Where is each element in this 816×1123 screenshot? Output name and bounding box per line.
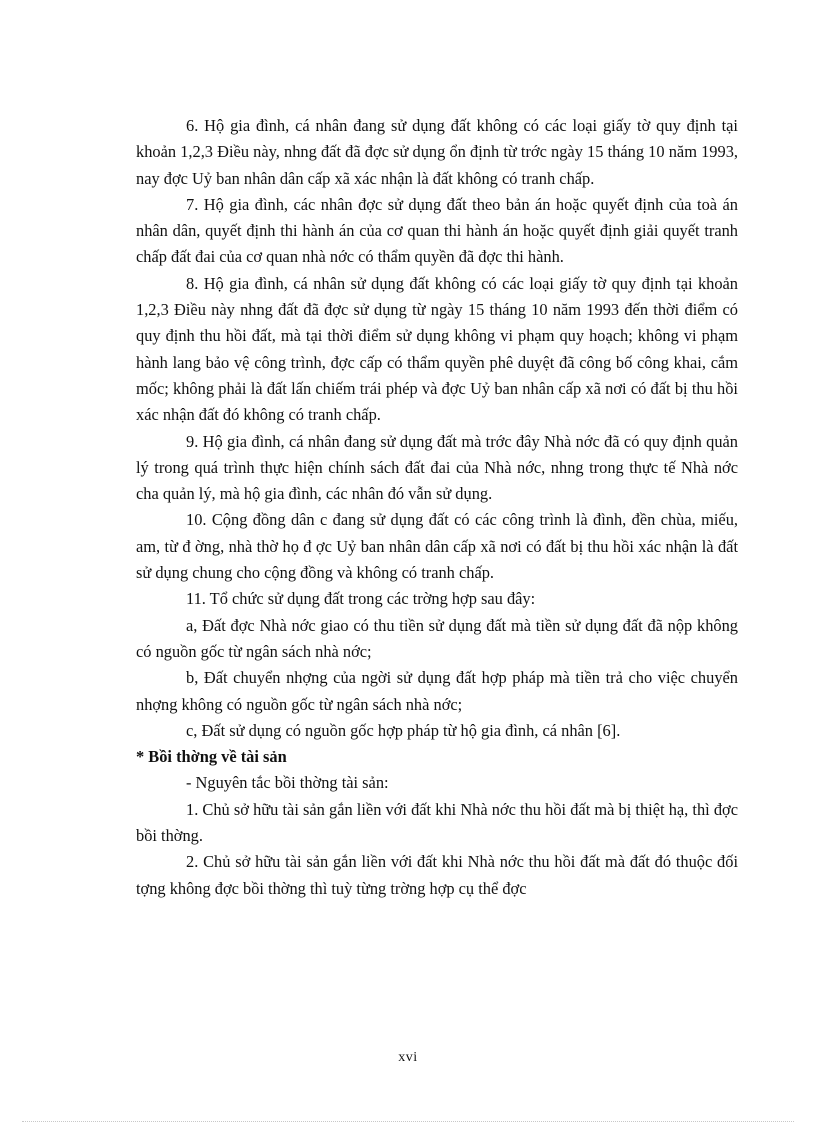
paragraph-principles: - Nguyên tắc bồi thờng tài sản:	[186, 773, 389, 793]
paragraph-principle-1: 1. Chủ sở hữu tài sản gắn liền với đất khi Nhà nớc thu hồi đất mà bị thiệt hạ, thì đợc bồi thờng.	[136, 799, 738, 846]
paragraph-9: 9. Hộ gia đình, cá nhân đang sử dụng đất mà trớc đây Nhà nớc đã có quy định quản lý trong quá trình thực hiện chính sách đất đai của Nhà nớc, nhng trong thực tế Nhà nớc cha quản lý, mà hộ gia đình, các nhân đó vẫn sử dụng.	[136, 431, 738, 504]
paragraph-7: 7. Hộ gia đình, các nhân đợc sử dụng đất theo bản án hoặc quyết định của toà án nhân dân, quyết định thi hành án của cơ quan thi hành án hoặc quyết định giải quyết tranh chấp đất đai của cơ quan nhà nớc có thẩm quyền đã đợc thi hành.	[136, 194, 738, 267]
paragraph-principle-2: 2. Chủ sở hữu tài sản gắn liền với đất khi Nhà nớc thu hồi đất mà đất đó thuộc đối tợng không đợc bồi thờng thì tuỳ từng trờng hợp cụ thể đợc	[136, 852, 738, 898]
paragraph-8: 8. Hộ gia đình, cá nhân sử dụng đất không có các loại giấy tờ quy định tại khoản 1,2,3 Điều này nhng đất đã đợc sử dụng từ ngày 15 tháng 10 năm 1993 đến thời điểm có quy định thu hồi đất, mà tại thời điểm sử dụng không vi phạm quy hoạch; không vi phạm hành lang bảo vệ công trình, đợc cấp có thẩm quyền phê duyệt đã công bố công khai, cắm mốc; không phải là đất lấn chiếm trái phép và đợc Uỷ ban nhân cấp xã nơi có đất bị thu hồi xác nhận đất đó không có tranh chấp.	[136, 273, 738, 425]
page-number: xvi	[398, 1050, 418, 1065]
paragraph-11b: b, Đất chuyển nhợng của ngời sử dụng đất hợp pháp mà tiền trả cho việc chuyển nhợng không có nguồn gốc từ ngân sách nhà nớc;	[136, 668, 738, 714]
paragraph-10: 10. Cộng đồng dân c đang sử dụng đất có các công trình là đình, đền chùa, miếu, am, từ đ ờng, nhà thờ họ đ ợc Uỷ ban nhân dân cấp xã nơi có đất bị thu hồi xác nhận là đất sử dụng chung cho cộng đồng và không có tranh chấp.	[136, 510, 738, 583]
paragraph-6: 6. Hộ gia đình, cá nhân đang sử dụng đất không có các loại giấy tờ quy định tại khoản 1,2,3 Điều này, nhng đất đã đợc sử dụng ổn định từ trớc ngày 15 tháng 10 năm 1993, nay đợc Uỷ ban nhân dân cấp xã xác nhận là đất không có tranh chấp.	[136, 116, 738, 188]
paragraph-11: 11. Tổ chức sử dụng đất trong các trờng hợp sau đây:	[186, 589, 536, 609]
document-body	[136, 113, 738, 902]
section-heading-asset-compensation: * Bồi thờng về tài sản	[136, 747, 287, 767]
paragraph-11a: a, Đất đợc Nhà nớc giao có thu tiền sử dụng đất mà tiền sử dụng đất đã nộp không có nguồn gốc từ ngân sách nhà nớc;	[136, 615, 738, 661]
paragraph-11c: c, Đất sử dụng có nguồn gốc hợp pháp từ hộ gia đình, cá nhân [6].	[186, 720, 621, 740]
footer-divider	[22, 1121, 794, 1122]
